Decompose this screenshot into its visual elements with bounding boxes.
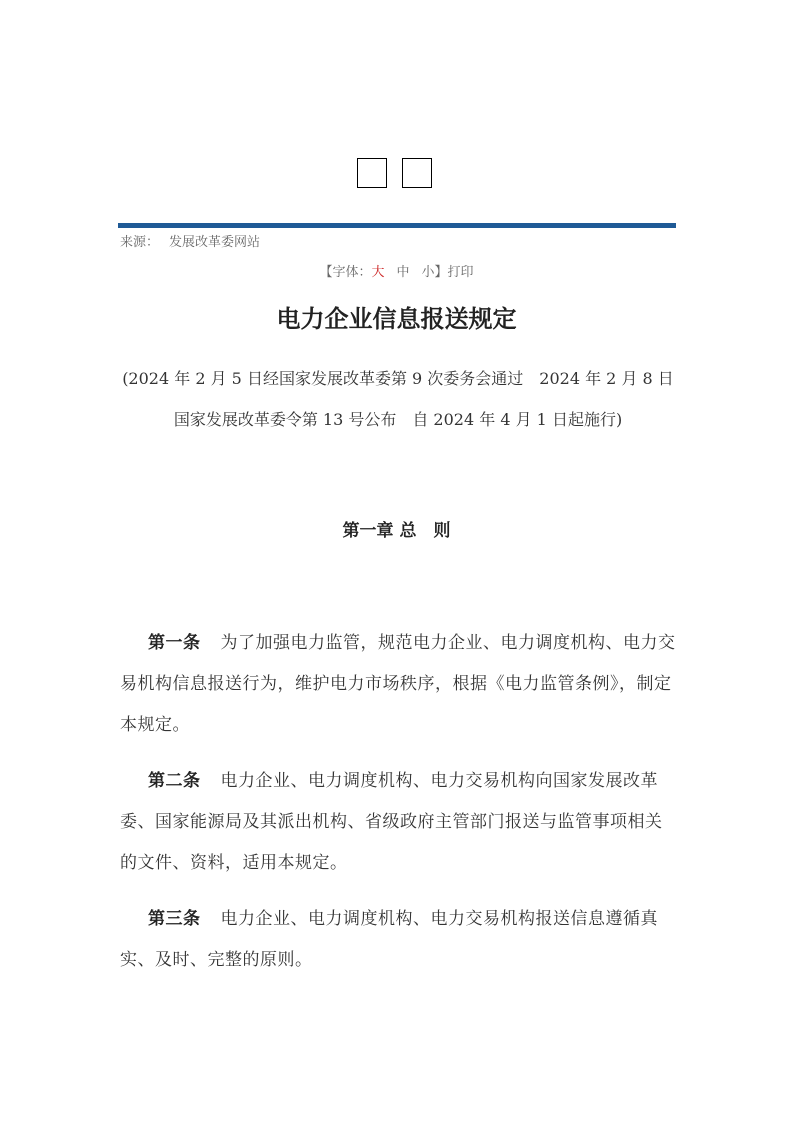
source-line xyxy=(120,231,260,250)
header-divider xyxy=(118,223,676,228)
article-text: 电力企业、电力调度机构、电力交易机构报送信息遵循真实、及时、完整的原则。 xyxy=(120,909,658,970)
article-2 xyxy=(120,761,676,884)
missing-glyph-box xyxy=(357,158,387,188)
source-label: 来源： xyxy=(120,235,160,250)
source-link[interactable]: 发展改革委网站 xyxy=(169,235,261,250)
article-1 xyxy=(120,623,676,746)
font-suffix: 】 xyxy=(434,265,448,280)
title-placeholder-boxes xyxy=(357,158,432,188)
article-label: 第一条 xyxy=(148,633,201,653)
font-medium-button[interactable]: 中 xyxy=(396,265,410,280)
document-subtitle: (2024 年 2 月 5 日经国家发展改革委第 9 次委务会通过 2024 年 2 月 8 日国家发展改革委令第 13 号公布 自 2024 年 4 月 1 日起施行) xyxy=(122,369,674,429)
article-3 xyxy=(120,899,676,981)
print-button[interactable]: 打印 xyxy=(447,265,474,280)
article-label: 第三条 xyxy=(148,909,201,929)
font-size-controls xyxy=(0,261,793,280)
article-text: 为了加强电力监管，规范电力企业、电力调度机构、电力交易机构信息报送行为，维护电力市场秩序，根据《电力监管条例》，制定本规定。 xyxy=(120,633,676,735)
page-title: 电力企业信息报送规定 xyxy=(276,304,517,333)
article-label: 第二条 xyxy=(148,771,201,791)
font-large-button[interactable]: 大 xyxy=(371,265,385,280)
font-prefix: 【字体： xyxy=(319,265,372,280)
article-text: 电力企业、电力调度机构、电力交易机构向国家发展改革委、国家能源局及其派出机构、省级政府主管部门报送与监管事项相关的文件、资料，适用本规定。 xyxy=(120,771,663,873)
font-small-button[interactable]: 小 xyxy=(421,265,435,280)
missing-glyph-box xyxy=(402,158,432,188)
chapter-heading: 第一章 总 则 xyxy=(342,521,451,541)
